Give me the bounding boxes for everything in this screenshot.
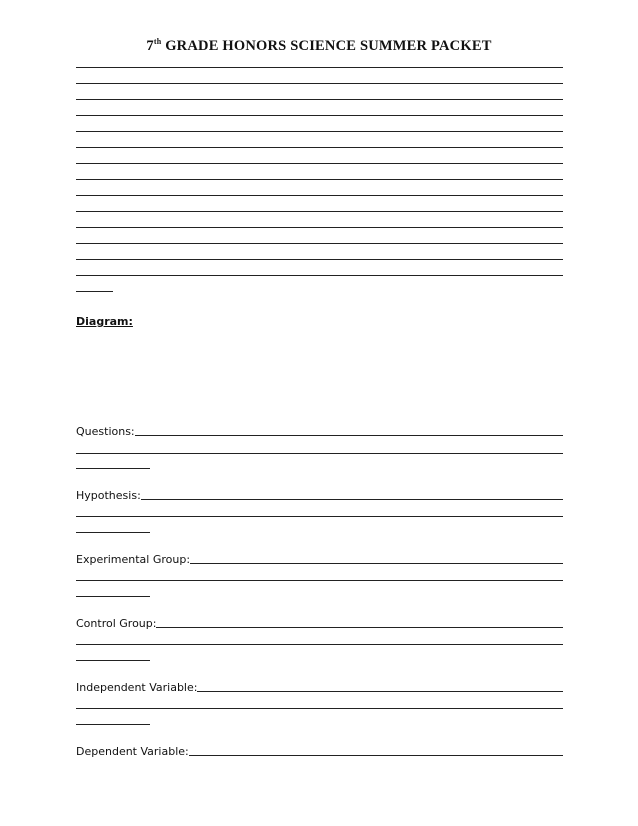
- writing-line[interactable]: [76, 115, 563, 116]
- title-text: GRADE HONORS SCIENCE SUMMER PACKET: [161, 38, 492, 54]
- dependent-variable-label: Dependent Variable:: [76, 745, 189, 758]
- dependent-variable-field[interactable]: [76, 742, 563, 758]
- experimental-group-label: Experimental Group:: [76, 553, 191, 566]
- title-ordinal-suffix: th: [153, 37, 162, 46]
- questions-answer-line-short[interactable]: [76, 468, 150, 469]
- hypothesis-answer-line-short[interactable]: [76, 532, 150, 533]
- experimental-group-answer-line[interactable]: [76, 580, 563, 581]
- questions-answer-line[interactable]: [76, 453, 563, 454]
- experimental-group-field[interactable]: [76, 550, 563, 566]
- hypothesis-label: Hypothesis:: [76, 489, 141, 502]
- independent-variable-answer-line-short[interactable]: [76, 724, 150, 725]
- writing-line[interactable]: [76, 163, 563, 164]
- questions-field[interactable]: [76, 422, 563, 438]
- title-grade-number: 7: [146, 38, 154, 54]
- experimental-group-answer-line[interactable]: [190, 552, 563, 564]
- writing-line[interactable]: [76, 275, 563, 276]
- questions-label: Questions:: [76, 425, 135, 438]
- independent-variable-answer-line[interactable]: [76, 708, 563, 709]
- independent-variable-field[interactable]: [76, 678, 563, 694]
- independent-variable-answer-line[interactable]: [197, 680, 563, 692]
- diagram-label: Diagram:: [76, 315, 133, 328]
- writing-line[interactable]: [76, 99, 563, 100]
- diagram-area[interactable]: [76, 335, 563, 420]
- questions-answer-line[interactable]: [135, 424, 563, 436]
- hypothesis-answer-line[interactable]: [76, 516, 563, 517]
- writing-line[interactable]: [76, 83, 563, 84]
- writing-line[interactable]: [76, 243, 563, 244]
- writing-line[interactable]: [76, 179, 563, 180]
- control-group-answer-line-short[interactable]: [76, 660, 150, 661]
- writing-line[interactable]: [76, 131, 563, 132]
- writing-line[interactable]: [76, 67, 563, 68]
- control-group-field[interactable]: [76, 614, 563, 630]
- dependent-variable-answer-line[interactable]: [189, 744, 563, 756]
- writing-line[interactable]: [76, 211, 563, 212]
- control-group-answer-line[interactable]: [76, 644, 563, 645]
- hypothesis-answer-line[interactable]: [141, 488, 563, 500]
- control-group-answer-line[interactable]: [156, 616, 563, 628]
- writing-line-short[interactable]: [76, 291, 113, 292]
- experimental-group-answer-line-short[interactable]: [76, 596, 150, 597]
- page-title: [0, 38, 638, 55]
- writing-line[interactable]: [76, 195, 563, 196]
- writing-line[interactable]: [76, 259, 563, 260]
- hypothesis-field[interactable]: [76, 486, 563, 502]
- independent-variable-label: Independent Variable:: [76, 681, 198, 694]
- control-group-label: Control Group:: [76, 617, 157, 630]
- writing-line[interactable]: [76, 147, 563, 148]
- writing-line[interactable]: [76, 227, 563, 228]
